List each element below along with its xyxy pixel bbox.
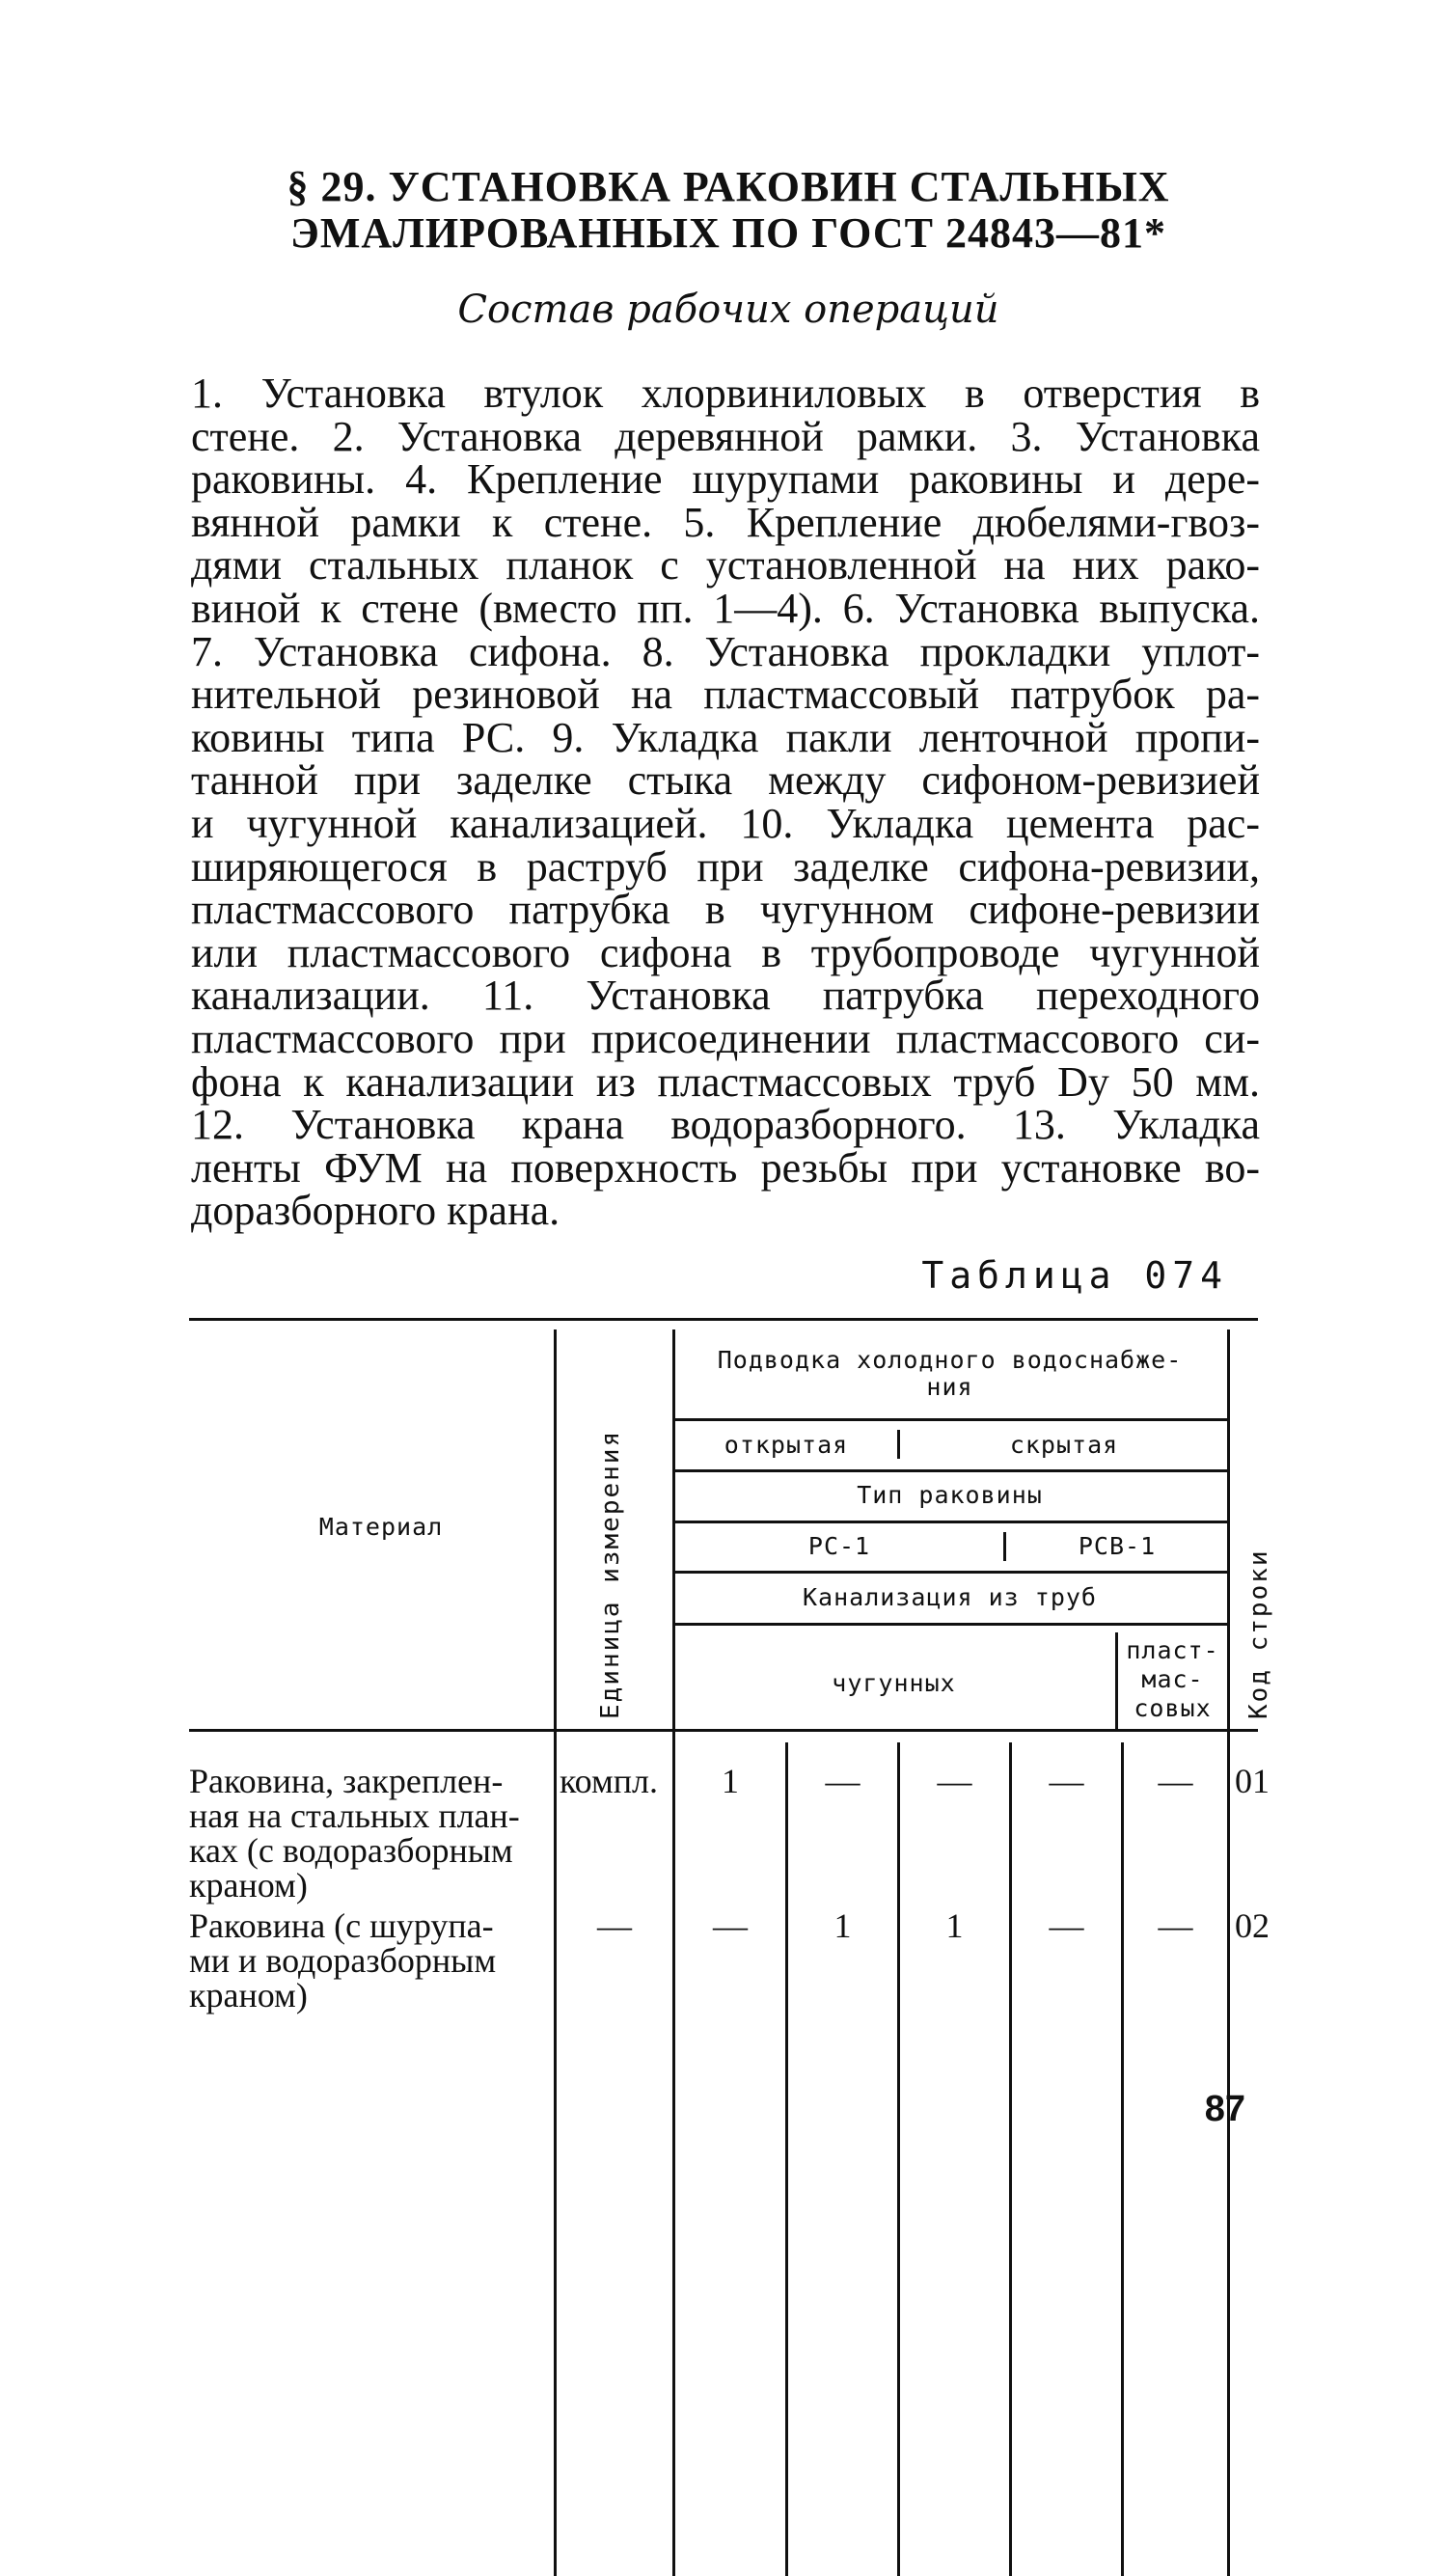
- paragraph-line: 1. Установка втулок хлорвиниловых в отверстия в: [191, 370, 1260, 417]
- row1-code: 01: [1235, 1762, 1270, 1800]
- paragraph-line: пластмассового при присоединении пластмассового си-: [191, 1014, 1260, 1062]
- row1-val-1: 1: [722, 1762, 739, 1800]
- paragraph-line: виной к стене (вместо пп. 1—4). 6. Установка выпуска.: [191, 584, 1260, 632]
- row1-unit: компл.: [560, 1762, 658, 1800]
- divider: [672, 1571, 1229, 1574]
- row2-val-5: —: [1158, 1906, 1193, 1945]
- divider: [554, 1329, 557, 2576]
- paragraph-line: 12. Установка крана водоразборного. 13. Укладка: [191, 1101, 1260, 1149]
- table-caption: Таблица 074: [921, 1254, 1228, 1297]
- paragraph-line: нительной резиновой на пластмассовый патрубок ра-: [191, 671, 1260, 719]
- header-material: Материал: [318, 1513, 444, 1541]
- row2-val-1: —: [713, 1906, 748, 1945]
- header-sink-type: Тип раковины: [857, 1481, 1043, 1509]
- row1-material-1: Раковина, закреплен-: [189, 1762, 504, 1800]
- paragraph-line: и чугунной канализацией. 10. Укладка цемента рас-: [191, 799, 1260, 847]
- header-rs1: РС-1: [807, 1532, 871, 1560]
- header-unit: Единица измерения: [596, 1429, 625, 1719]
- row2-unit: —: [597, 1906, 632, 1945]
- divider: [1227, 1329, 1230, 2576]
- paragraph-line: 7. Установка сифона. 8. Установка прокладки уплот-: [191, 627, 1260, 675]
- header-cast-iron: чугунных: [832, 1669, 956, 1697]
- paragraph-line: или пластмассового сифона в трубопроводе чугунной: [191, 928, 1260, 976]
- row1-material-3: ках (с водоразборным: [189, 1831, 513, 1870]
- header-rsv1: РСВ-1: [1078, 1532, 1157, 1560]
- divider: [672, 1418, 1229, 1421]
- paragraph-line: танной при заделке стыка между сифоном-ревизией: [191, 756, 1260, 805]
- section-subtitle: Состав рабочих операций: [457, 288, 999, 332]
- paragraph-line: вянной рамки к стене. 5. Крепление дюбелями-гвоз-: [191, 498, 1260, 546]
- header-plastic-3: совых: [1134, 1694, 1212, 1722]
- section-title-line-2: ЭМАЛИРОВАННЫХ ПО ГОСТ 24843—81*: [289, 209, 1166, 257]
- table-top-rule: [189, 1318, 1258, 1321]
- paragraph-line: стене. 2. Установка деревянной рамки. 3. Установка: [191, 412, 1260, 460]
- divider: [785, 1742, 788, 2576]
- section-title-line-1: § 29. УСТАНОВКА РАКОВИН СТАЛЬНЫХ: [287, 163, 1170, 210]
- row2-material-1: Раковина (с шурупа-: [189, 1906, 494, 1945]
- row2-val-3: 1: [945, 1906, 964, 1945]
- row1-val-5: —: [1158, 1762, 1193, 1800]
- row2-code: 02: [1235, 1906, 1270, 1945]
- paragraph-line: пластмассового патрубка в чугунном сифоне-ревизии: [191, 886, 1260, 934]
- header-supply-line2: ния: [926, 1373, 973, 1401]
- row1-val-2: —: [825, 1762, 861, 1800]
- divider: [1009, 1742, 1012, 2576]
- row1-material-2: ная на стальных план-: [189, 1796, 520, 1835]
- header-plastic-2: мас-: [1141, 1665, 1204, 1693]
- operations-paragraph: [191, 372, 1260, 1233]
- header-plastic-1: пласт-: [1126, 1636, 1219, 1664]
- divider: [672, 1521, 1229, 1523]
- paragraph-line: раковины. 4. Крепление шурупами раковины и дере-: [191, 455, 1260, 504]
- row2-val-4: —: [1049, 1906, 1084, 1945]
- paragraph-line: ленты ФУМ на поверхность резьбы при установке во-: [191, 1143, 1260, 1192]
- row1-val-4: —: [1049, 1762, 1084, 1800]
- row1-material-4: краном): [189, 1866, 308, 1905]
- paragraph-line: канализации. 11. Установка патрубка переходного: [191, 972, 1260, 1020]
- paragraph-line: фона к канализации из пластмассовых труб Dу 50 мм.: [191, 1057, 1260, 1106]
- row2-val-2: 1: [833, 1906, 852, 1945]
- divider: [897, 1742, 900, 2576]
- row2-material-2: ми и водоразборным: [189, 1941, 497, 1980]
- header-hidden: скрытая: [1009, 1431, 1119, 1459]
- divider: [672, 1623, 1229, 1626]
- header-supply-line1: Подводка холодного водоснабже-: [717, 1346, 1183, 1374]
- row2-material-3: краном): [189, 1976, 308, 2014]
- table-header-bottom-rule: [189, 1729, 1258, 1732]
- paragraph-line: ковины типа РС. 9. Укладка пакли ленточной пропи-: [191, 713, 1260, 761]
- divider: [1121, 1742, 1124, 2576]
- header-open: открытая: [724, 1431, 849, 1459]
- divider: [672, 1469, 1229, 1472]
- paragraph-line: дями стальных планок с установленной на них рако-: [191, 541, 1260, 589]
- paragraph-line: ширяющегося в раструб при заделке сифона-ревизии,: [191, 842, 1260, 891]
- row1-val-3: —: [937, 1762, 972, 1800]
- header-sewer: Канализация из труб: [803, 1583, 1097, 1611]
- divider: [672, 1329, 675, 2576]
- page-number: 87: [1204, 2089, 1245, 2129]
- paragraph-line: доразборного крана.: [191, 1187, 560, 1235]
- header-row-code: Код строки: [1244, 1548, 1273, 1719]
